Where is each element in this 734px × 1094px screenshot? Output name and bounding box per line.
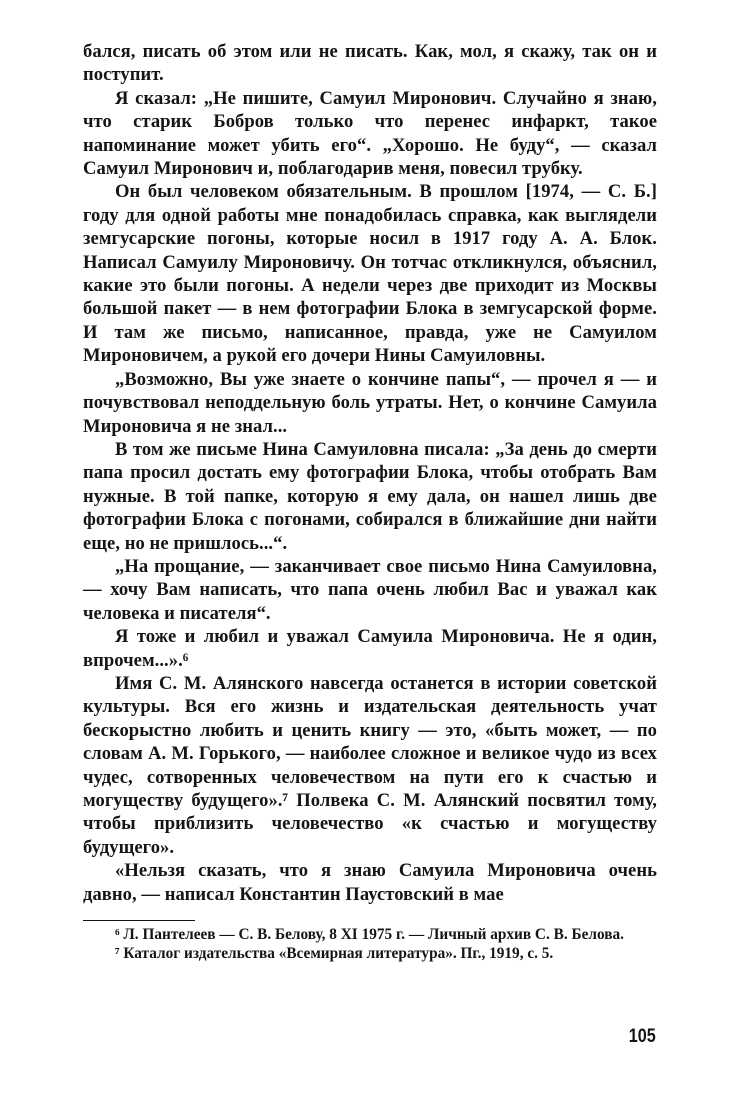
page-number: 105 (629, 1026, 656, 1047)
body-text (83, 40, 657, 906)
paragraph: В том же письме Нина Самуиловна писала: „За день до смерти папа просил достать ему фотографии Блока, чтобы отобрать Вам нужные. В той папке, которую я ему дала, он нашел лишь две фотографии Блока с погонами, собирался в ближайшие дни найти еще, но не пришлось...“. (83, 438, 657, 554)
paragraph: Я сказал: „Не пишите, Самуил Миронович. Случайно я знаю, что старик Бобров только что перенес инфаркт, такое напоминание может убить его“. „Хорошо. Не буду“, — сказал Самуил Миронович и, поблагодарив меня, повесил трубку. (83, 87, 657, 180)
paragraph-continuation: бался, писать об этом или не писать. Как, мол, я скажу, так он и поступит. (83, 41, 657, 86)
paragraph: „Возможно, Вы уже знаете о кончине папы“, — прочел я — и почувствовал неподдельную боль утраты. Нет, о кончине Самуила Мироновича я не знал... (83, 368, 657, 437)
footnotes (83, 925, 657, 963)
paragraph: Он был человеком обязательным. В прошлом [1974, — С. Б.] году для одной работы мне понадобилась справка, как выглядели земгусарские погоны, которые носил в 1917 году А. А. Блок. Написал Самуилу Мироновичу. Он тотчас откликнулся, объяснил, какие это были погоны. А недели через две приходит из Москвы большой пакет — в нем фотографии Блока в земгусарской форме. И там же письмо, написанное, правда, уже не Самуилом Мироновичем, а рукой его дочери Нины Самуиловны. (83, 181, 657, 367)
book-page (83, 40, 657, 963)
footnote: ⁶ Л. Пантелеев — С. В. Белову, 8 XI 1975 г. — Личный архив С. В. Белова. (115, 926, 624, 944)
paragraph: Я тоже и любил и уважал Самуила Мироновича. Не я один, впрочем...».⁶ (83, 626, 657, 671)
footnote: ⁷ Каталог издательства «Всемирная литература». Пг., 1919, с. 5. (115, 945, 554, 963)
paragraph: Имя С. М. Алянского навсегда останется в истории советской культуры. Вся его жизнь и издательская деятельность учат бескорыстно любить и ценить книгу — это, «быть может, — по словам А. М. Горького, — наиболее сложное и великое чудо из всех чудес, сотворенных человечеством на пути его к счастью и могуществу будущего».⁷ Полвека С. М. Алянский посвятил тому, чтобы приблизить человечество «к счастью и могуществу будущего». (83, 672, 657, 858)
paragraph: «Нельзя сказать, что я знаю Самуила Мироновича очень давно, — написал Константин Паустовский в мае (83, 860, 657, 905)
footnote-separator (83, 920, 195, 921)
paragraph: „На прощание, — заканчивает свое письмо Нина Самуиловна, — хочу Вам написать, что папа очень любил Вас и уважал как человека и писателя“. (83, 555, 657, 624)
